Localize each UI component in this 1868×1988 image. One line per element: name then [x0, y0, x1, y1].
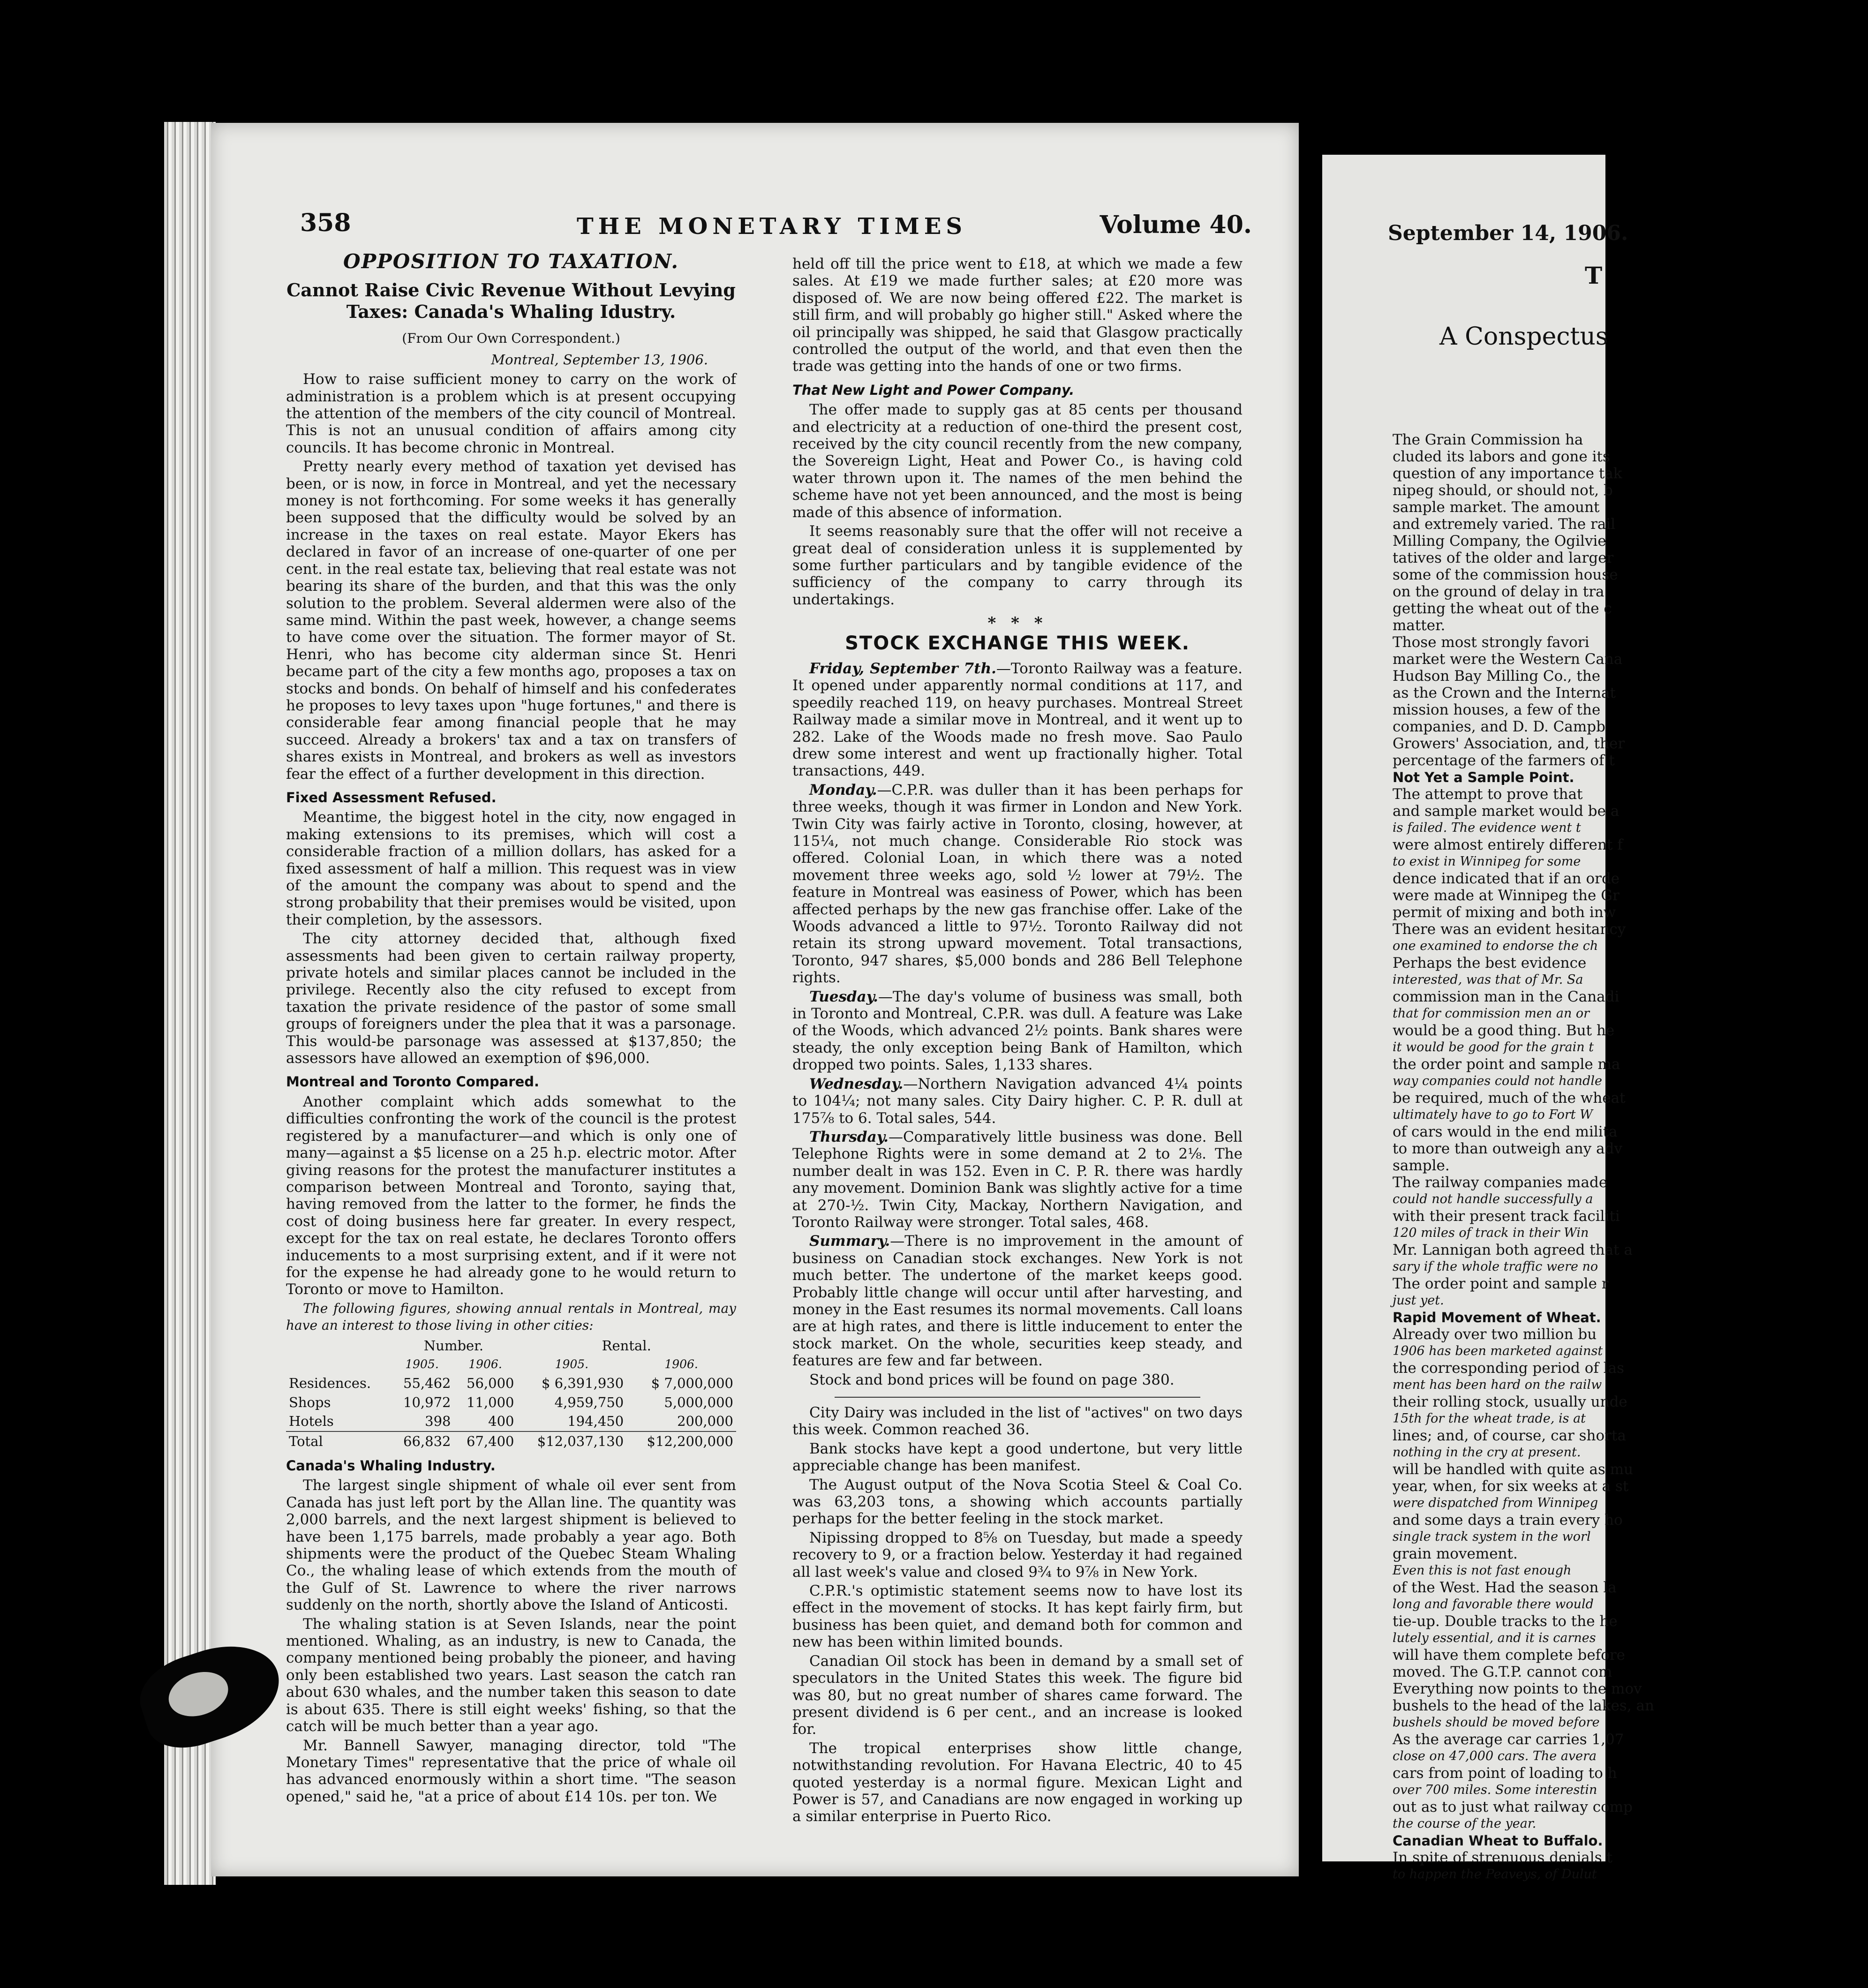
text-line: The Grain Commission ha [1393, 431, 1583, 448]
text-line: Those most strongly favori [1393, 634, 1589, 651]
day-text: —The day's volume of business was small, both in Toronto and Montreal, C.P.R. was dull. A feature was Lake of the Woods, which advanced 2½ points. Bank shares were steady, the only exception being Bank of Hamilton, which dropped two points. Sales, 1,133 shares. [792, 988, 1243, 1074]
text-line: be required, much of the wheat [1393, 1090, 1626, 1107]
note-paragraph: The August output of the Nova Scotia Steel & Coal Co. was 63,203 tons, a showing which accounts partially perhaps for the better feeling in the stock market. [792, 1476, 1243, 1528]
table-row [286, 1374, 736, 1393]
table-cell: 10,972 [403, 1394, 451, 1410]
day-label: Wednesday. [809, 1075, 904, 1092]
subheading-montreal-toronto: Montreal and Toronto Compared. [286, 1074, 540, 1090]
day-report [792, 1129, 1243, 1231]
text-line: nipeg should, or should not, b [1393, 482, 1613, 499]
day-label: Tuesday. [809, 988, 878, 1005]
note-paragraph: Nipissing dropped to 8⅝ on Tuesday, but made a speedy recovery to 9, or a fraction below. Yesterday it had regained all last week's value and closed 9¾ to 9⅞ in New York. [792, 1529, 1243, 1581]
text-line: tie-up. Double tracks to the he [1393, 1613, 1618, 1630]
text-line: some of the commission house [1393, 566, 1618, 583]
day-text: —There is no improvement in the amount of business on Canadian stock exchanges. New York is not much better. The undertone of the market keeps good. Probably little change will occur until after harvesting, and money in the East resumes its normal movements. Call loans are at high rates, and there is little inducement to enter the stock market. On the whole, securities keep steady, and features are few and far between. [792, 1233, 1243, 1370]
day-report [792, 988, 1243, 1074]
paragraph: Pretty nearly every method of taxation yet devised has been, or is now, in force in Montreal, and yet the necessary money is not forthcoming. For some weeks it has generally been supposed that the difficulty would be solved by an increase in the taxes on real estate. Mayor Ekers has declared in favor of an increase of one-quarter of one per cent. in the real estate tax, believing that real estate was not bearing its share of the burden, and that this was the only solution to the problem. Several aldermen were also of the same mind. Within the past week, however, a change seems to have come over the situation. The former mayor of St. Henri, who has become city alderman since St. Henri became part of the city a few months ago, proposes a tax on stocks and bonds. On behalf of himself and his confederates he proposes to levy taxes upon "huge fortunes," and there is considerable fear among financial people that he may succeed. Already a brokers' tax and a tax on transfers of shares exists in Montreal, and brokers as well as investors fear the effect of a further development in this direction. [286, 458, 736, 783]
text-line: to happen the Peaveys, of Dulut [1393, 1867, 1597, 1882]
text-line: 1906 has been marketed against [1393, 1344, 1603, 1358]
paragraph: The offer made to supply gas at 85 cents per thousand and electricity at a reduction of one-third the present cost, received by the city council recently from the new company, the Sovereign Light, Heat and Power Co., is having cold water thrown upon it. The names of the men behind the scheme have not yet been announced, and the most is being made of this absence of information. [792, 401, 1243, 521]
table-cell: 67,400 [454, 1431, 517, 1451]
table-cell: $ 7,000,000 [651, 1375, 733, 1392]
text-line: mission houses, a few of the [1393, 701, 1601, 718]
facing-subheading: Rapid Movement of Wheat. [1393, 1310, 1601, 1325]
table-cell: 194,450 [567, 1413, 624, 1430]
year-header: 1905. [405, 1357, 439, 1371]
day-text: —Northern Navigation advanced 4¼ points to 104¼; not many sales. City Dairy higher. C. P. R. dull at 175⅞ to 6. Total sales, 544. [792, 1075, 1243, 1127]
subheading-fixed-assessment: Fixed Assessment Refused. [286, 789, 497, 806]
text-line: commission man in the Canadi [1393, 988, 1619, 1005]
text-line: The railway companies made [1393, 1174, 1608, 1191]
text-line: and extremely varied. The rail [1393, 516, 1616, 533]
text-line: sample. [1393, 1157, 1450, 1174]
text-line: way companies could not handle [1393, 1074, 1602, 1088]
table-cell: 4,959,750 [554, 1394, 624, 1410]
paragraph: The largest single shipment of whale oil ever sent from Canada has just left port by the Allan line. The quantity was 2,000 barrels, and the next largest shipment is believed to have been 1,175 barrels, made probably a year ago. Both shipments were the product of the Quebec Steam Whaling Co., the whaling lease of which extends from the mouth of the Gulf of St. Lawrence to where the river narrows suddenly on the north, shortly above the Island of Anticosti. [286, 1477, 736, 1614]
text-line: were dispatched from Winnipeg [1393, 1496, 1598, 1510]
table-cell: 5,000,000 [664, 1394, 733, 1410]
text-line: cluded its labors and gone its [1393, 448, 1610, 465]
divider [835, 1397, 1200, 1398]
text-line: could not handle successfully a [1393, 1192, 1593, 1206]
text-line: with their present track faciliti [1393, 1208, 1620, 1225]
text-line: out as to just what railway comp [1393, 1799, 1633, 1815]
text-line: sample market. The amount [1393, 499, 1600, 516]
table-cell: 200,000 [677, 1413, 733, 1430]
text-line: permit of mixing and both inw [1393, 904, 1616, 921]
text-line: interested, was that of Mr. Sa [1393, 972, 1583, 987]
text-line: ultimately have to go to Fort W [1393, 1107, 1593, 1122]
page-number: 358 [300, 209, 351, 237]
text-line: will be handled with quite as mu [1393, 1461, 1634, 1478]
page-header [300, 204, 1252, 246]
masthead: THE MONETARY TIMES [577, 213, 967, 240]
table-cell: 56,000 [467, 1375, 514, 1392]
text-line: were made at Winnipeg the Gr [1393, 887, 1619, 904]
text-line: of cars would in the end milita [1393, 1123, 1618, 1140]
text-line: and some days a train every ho [1393, 1512, 1623, 1529]
text-line: The attempt to prove that [1393, 786, 1583, 803]
text-line: year, when, for six weeks at a st [1393, 1478, 1629, 1495]
day-label: Monday. [809, 781, 877, 798]
text-line: long and favorable there would [1393, 1597, 1594, 1611]
text-line: As the average car carries 1,07 [1393, 1731, 1624, 1748]
year-header: 1906. [664, 1357, 698, 1371]
day-report [792, 660, 1243, 780]
left-column [286, 248, 736, 1807]
row-label: Residences. [289, 1375, 371, 1392]
dateline: Montreal, September 13, 1906. [491, 351, 708, 368]
facing-subheading: Canadian Wheat to Buffalo. [1393, 1833, 1603, 1849]
paragraph: held off till the price went to £18, at which we made a few sales. At £19 we made further sales; at £20 more was disposed of. We are now being offered £22. The market is still firm, and will probably go higher still." Asked where the oil principally was shipped, he said that Glasgow practically controlled the output of the world, and that even then the trade was getting into the hands of one or two firms. [792, 256, 1243, 375]
text-line: it would be good for the grain t [1393, 1040, 1594, 1054]
text-line: their rolling stock, usually unde [1393, 1393, 1627, 1410]
text-line: to more than outweigh any adv [1393, 1140, 1622, 1157]
text-line: the corresponding period of las [1393, 1360, 1625, 1377]
facing-page-letter: T [1585, 262, 1603, 289]
facing-page-date: September 14, 1906. [1388, 221, 1628, 245]
table-cell: 400 [488, 1413, 514, 1430]
text-line: Already over two million bu [1393, 1326, 1597, 1343]
table-cell: $ 6,391,930 [541, 1375, 624, 1392]
text-line: over 700 miles. Some interestin [1393, 1783, 1597, 1797]
text-line: market were the Western Cana [1393, 651, 1623, 668]
text-line: There was an evident hesitancy [1393, 921, 1626, 938]
table-cell: 11,000 [467, 1394, 514, 1410]
day-report [792, 782, 1243, 986]
text-line: question of any importance tak [1393, 465, 1622, 482]
text-line: close on 47,000 cars. The avera [1393, 1749, 1597, 1763]
text-line: of the West. Had the season la [1393, 1579, 1617, 1596]
table-cell: $12,037,130 [517, 1431, 626, 1451]
text-line: just yet. [1393, 1293, 1444, 1308]
text-line: getting the wheat out of the c [1393, 600, 1612, 617]
text-line: Even this is not fast enough [1393, 1563, 1572, 1578]
note-paragraph: The tropical enterprises show little change, notwithstanding revolution. For Havana Electric, 40 to 45 quoted yesterday is a normal figure. Mexican Light and Power is 57, and Canadians are now engaged in working up a similar enterprise in Puerto Rico. [792, 1740, 1243, 1825]
prices-note: Stock and bond prices will be found on page 380. [809, 1371, 1175, 1388]
text-line: Perhaps the best evidence [1393, 955, 1587, 971]
text-line: dence indicated that if an orde [1393, 870, 1620, 887]
row-label: Total [286, 1431, 391, 1451]
text-line: percentage of the farmers of t [1393, 752, 1615, 769]
right-column [792, 256, 1243, 1827]
page-edge [164, 122, 216, 1885]
paragraph: Meantime, the biggest hotel in the city, now engaged in making extensions to its premises, which will cost a considerable fraction of a million dollars, has asked for a fixed assessment of half a million. This request was in view of the amount the company was about to spend and the strong probability that their premises would be visited, upon their completion, by the assessors. [286, 809, 736, 928]
paragraph: How to raise sufficient money to carry on the work of administration is a problem which is at present occupying the attention of the members of the city council of Montreal. This is not an unusual condition of affairs among city councils. It has become chronic in Montreal. [286, 371, 736, 456]
section-separator: * * * [987, 614, 1047, 633]
day-label: Friday, September 7th. [809, 660, 996, 677]
day-report [792, 1233, 1243, 1369]
text-line: bushels should be moved before [1393, 1715, 1600, 1730]
day-text: —C.P.R. was duller than it has been perhaps for three weeks, though it was firmer in London and New York. Twin City was fairly active in Toronto, closing, however, at 115¼, not much change. Considerable Rio stock was offered. Colonial Loan, in which there was a noted movement three weeks ago, sold ½ lower at 79½. The feature in Montreal was easiness of Power, which has been affected perhaps by the new gas franchise offer. Lake of the Woods advanced a little to 97½. Toronto Railway did not retain its strong upward movement. Total transactions, Toronto, 947 shares, $5,000 bonds and 286 Bell Telephone rights. [792, 781, 1243, 986]
paragraph: The following figures, showing annual rentals in Montreal, may have an interest to those living in other cities: [286, 1300, 736, 1333]
text-line: Growers' Association, and, ther [1393, 735, 1625, 752]
text-line: bushels to the head of the lakes, an [1393, 1697, 1654, 1714]
text-line: matter. [1393, 617, 1446, 634]
table-total-row [286, 1431, 736, 1451]
text-line: as the Crown and the Internat [1393, 685, 1616, 701]
row-label: Hotels [289, 1413, 334, 1430]
text-line: Everything now points to the mov [1393, 1680, 1642, 1697]
text-line: moved. The G.T.P. cannot com [1393, 1664, 1612, 1680]
text-line: Mr. Lannigan both agreed that a [1393, 1242, 1633, 1258]
year-header: 1905. [555, 1357, 589, 1371]
note-paragraph: C.P.R.'s optimistic statement seems now to have lost its effect in the movement of stocks. It has kept fairly firm, but business has been quiet, and demand both for common and new has been within limited bounds. [792, 1582, 1243, 1651]
text-line: the course of the year. [1393, 1816, 1537, 1831]
rentals-table [286, 1336, 736, 1451]
facing-page [1322, 155, 1654, 1882]
volume-label: Volume 40. [1100, 211, 1252, 239]
text-line: 15th for the wheat trade, is at [1393, 1411, 1586, 1426]
note-paragraph: Canadian Oil stock has been in demand by a small set of speculators in the United States this week. The figure bid was 80, but no great number of shares came forward. The present dividend is 6 per cent., and an increase is looked for. [792, 1652, 1243, 1738]
text-line: on the ground of delay in tra [1393, 583, 1604, 600]
text-line: 120 miles of track in their Win [1393, 1226, 1589, 1240]
paragraph: It seems reasonably sure that the offer will not receive a great deal of consideration unless it is supplemented by some further particulars and by tangible evidence of the sufficiency of the company to carry through its undertakings. [792, 523, 1243, 608]
facing-page-title: A Conspectus [1439, 323, 1608, 351]
table-cell: 55,462 [403, 1375, 451, 1392]
day-text: —Toronto Railway was a feature. It opened under apparently normal conditions at 117, and speedily reached 119, on heavy purchases. Montreal Street Railway made a similar move in Montreal, and it went up to 282. Lake of the Woods made no fresh move. Sao Paulo drew some interest and went up fractionally higher. Total transactions, 449. [792, 660, 1243, 780]
text-line: one examined to endorse the ch [1393, 939, 1598, 953]
text-line: that for commission men an or [1393, 1006, 1590, 1021]
subheading-light-power: That New Light and Power Company. [792, 382, 1075, 398]
text-line: tatives of the older and larger [1393, 550, 1614, 566]
table-row [286, 1412, 736, 1431]
text-line: lutely essential, and it is carnes [1393, 1631, 1596, 1645]
row-label: Shops [289, 1394, 331, 1410]
text-line: The order point and sample r [1393, 1275, 1609, 1292]
table-cell: 398 [425, 1413, 451, 1430]
facing-page-body [1393, 431, 1654, 1883]
text-line: grain movement. [1393, 1545, 1518, 1562]
text-line: the order point and sample ma [1393, 1056, 1620, 1073]
text-line: were almost entirely different f [1393, 836, 1623, 853]
text-line: lines; and, of course, car shorta [1393, 1427, 1626, 1444]
paragraph: Another complaint which adds somewhat to the difficulties confronting the work of the council is the protest registered by a manufacturer—and which is only one of many—against a $5 license on a 25 h.p. electric motor. After giving reasons for the protest the manufacturer institutes a comparison between Montreal and Toronto, saying that, having removed from the latter to the former, he finds the cost of doing business here far greater. In every respect, except for the tax on real estate, he declares Toronto offers inducements to a most surprising extent, and if it were not for the expense he had already gone to he would return to Toronto or move to Hamilton. [286, 1093, 736, 1298]
text-line: Milling Company, the Ogilvie [1393, 533, 1606, 550]
text-line: single track system in the worl [1393, 1529, 1591, 1544]
text-line: ment has been hard on the railw [1393, 1378, 1602, 1392]
day-label: Thursday. [809, 1128, 889, 1145]
text-line: companies, and D. D. Campb [1393, 718, 1605, 735]
text-line: nothing in the cry at present. [1393, 1445, 1581, 1460]
text-line: would be a good thing. But he [1393, 1022, 1615, 1039]
correspondent-line: (From Our Own Correspondent.) [402, 331, 620, 346]
day-text: —Comparatively little business was done. Bell Telephone Rights were in some demand at 2 to 2⅛. The number dealt in was 152. Even in C. P. R. there was hardly any movement. Dominion Bank was slightly active for a time at 270-½. Twin City, Mackay, Northern Navigation, and Toronto Railway were stronger. Total sales, 468. [792, 1128, 1243, 1231]
subheading-whaling: Canada's Whaling Industry. [286, 1458, 496, 1474]
text-line: cars from point of loading to h [1393, 1765, 1617, 1782]
paragraph: The whaling station is at Seven Islands, near the point mentioned. Whaling, as an industry, is new to Canada, the company mentioned being probably the pioneer, and having only been established two years. Last season the catch ran about 630 whales, and the number taken this season to date is about 635. There is still eight weeks' fishing, so that the catch will be much better than a year ago. [286, 1615, 736, 1735]
paragraph: The city attorney decided that, although fixed assessments had been given to certain railway property, private hotels and similar places cannot be included in the privilege. Recently also the city refused to except from taxation the private residence of the pastor of some small groups of foreigners under the plea that it was a parsonage. This would-be parsonage was assessed at $137,850; the assessors have allowed an exemption of $96,000. [286, 930, 736, 1067]
year-header: 1906. [468, 1357, 502, 1371]
text-line: In spite of strenuous denials t [1393, 1849, 1612, 1866]
text-line: Hudson Bay Milling Co., the [1393, 668, 1601, 685]
note-paragraph: Bank stocks have kept a good undertone, but very little appreciable change has been manifest. [792, 1440, 1243, 1475]
article-subtitle: Cannot Raise Civic Revenue Without Levying Taxes: Canada's Whaling Idustry. [286, 279, 736, 323]
paragraph: Mr. Bannell Sawyer, managing director, told "The Monetary Times" representative that the price of whale oil has advanced enormously within a short time. "The season opened," said he, "at a price of about £14 10s. per ton. We [286, 1737, 736, 1805]
table-header-rental: Rental. [602, 1337, 651, 1354]
table-cell: 66,832 [391, 1431, 454, 1451]
facing-subheading: Not Yet a Sample Point. [1393, 769, 1574, 785]
note-paragraph: City Dairy was included in the list of "actives" on two days this week. Common reached 36. [792, 1404, 1243, 1438]
text-line: to exist in Winnipeg for some [1393, 854, 1581, 869]
table-cell: $12,200,000 [626, 1431, 736, 1451]
text-line: will have them complete before [1393, 1647, 1625, 1664]
day-report [792, 1076, 1243, 1127]
text-line: and sample market would be a [1393, 803, 1619, 820]
section-title-stock-exchange: STOCK EXCHANGE THIS WEEK. [845, 632, 1190, 654]
article-title: OPPOSITION TO TAXATION. [343, 250, 679, 273]
table-row [286, 1393, 736, 1412]
day-label: Summary. [809, 1233, 890, 1250]
text-line: is failed. The evidence went t [1393, 821, 1581, 835]
text-line: sary if the whole traffic were no [1393, 1259, 1598, 1274]
table-header-number: Number. [423, 1337, 484, 1354]
